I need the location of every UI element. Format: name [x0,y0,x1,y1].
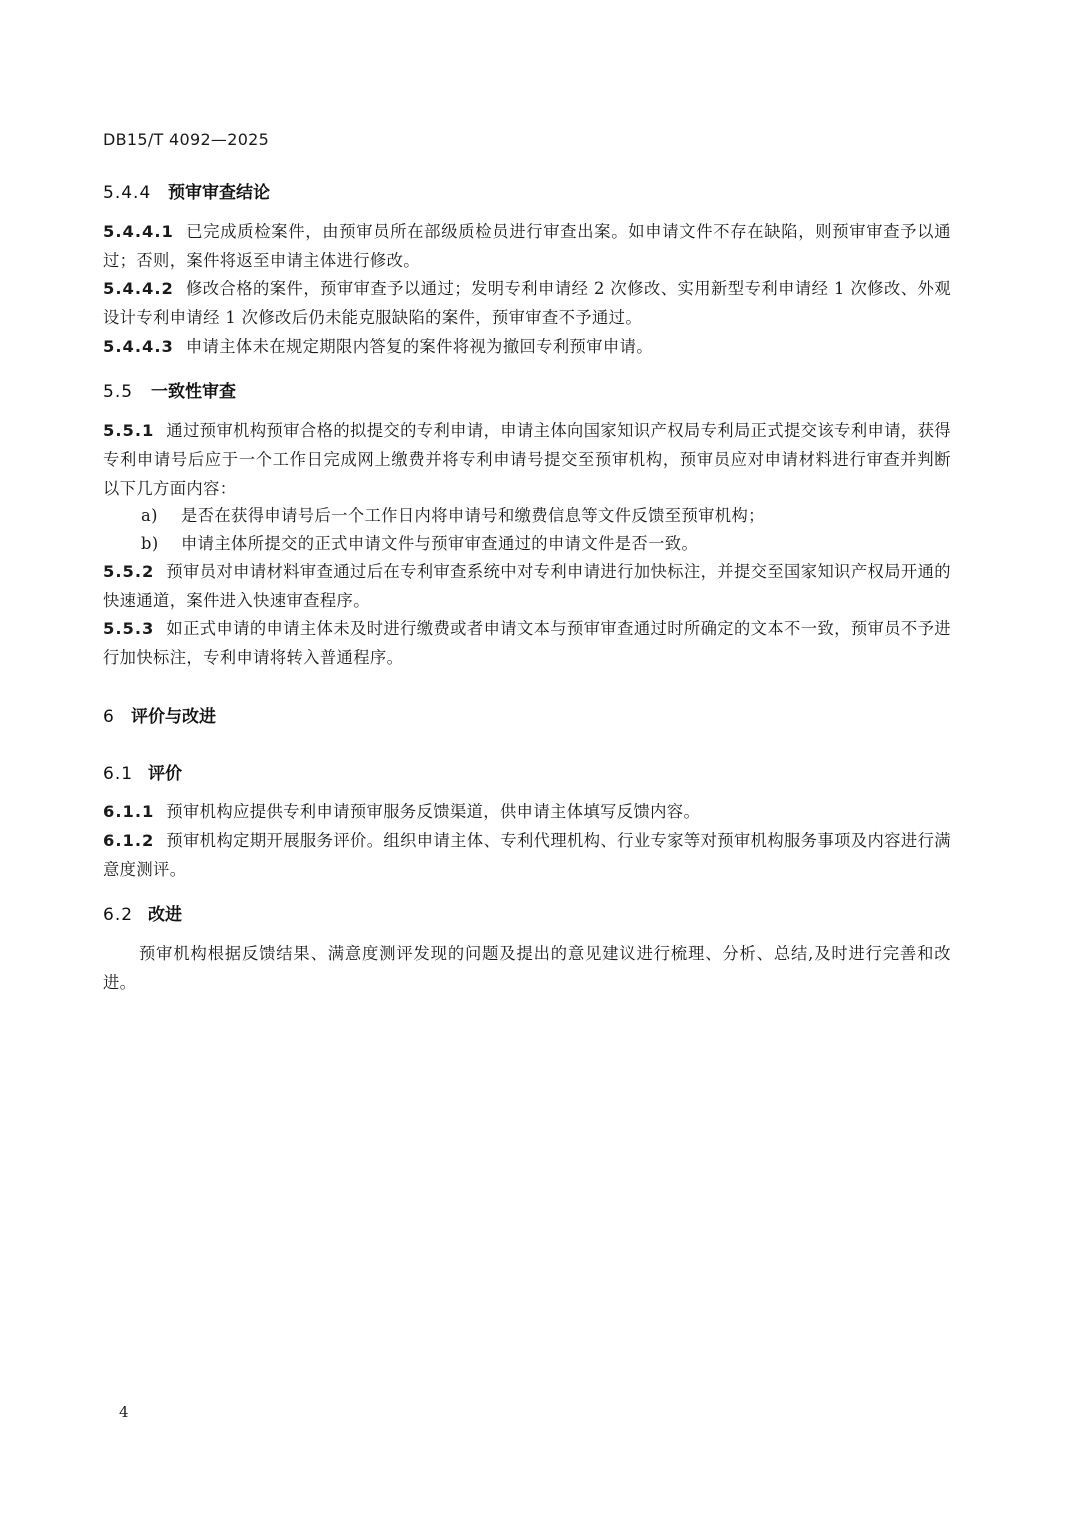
section-heading-5-4-4 [103,178,270,203]
section-heading-5-5 [103,377,236,402]
section-number: 6.2 [103,905,134,925]
clause-number: 5.5.2 [103,562,155,581]
clause-5-4-4-1 [103,217,951,275]
section-heading-6-2 [103,900,182,925]
list-item-b [141,529,951,558]
clause-number: 5.4.4.2 [103,279,174,298]
clause-text: 预审员对申请材料审查通过后在专利审查系统中对专利申请进行加快标注，并提交至国家知识产权局开通的快速通道，案件进入快速审查程序。 [103,562,951,610]
list-item-a [141,501,951,530]
page-number: 4 [119,1403,129,1421]
section-number: 6.1 [103,764,134,784]
clause-5-5-1 [103,416,951,503]
chapter-title: 评价与改进 [131,707,216,727]
section-heading-6-1 [103,759,182,784]
clause-number: 5.4.4.1 [103,222,174,241]
clause-number: 5.5.1 [103,421,155,440]
paragraph-text: 预审机构根据反馈结果、满意度测评发现的问题及提出的意见建议进行梳理、分析、总结,及时进行完善和改进。 [103,944,951,992]
clause-number: 5.5.3 [103,619,155,638]
section-number: 5.4.4 [103,183,152,203]
section-number: 5.5 [103,382,134,402]
clause-text: 如正式申请的申请主体未及时进行缴费或者申请文本与预审审查通过时所确定的文本不一致，预审员不予进行加快标注，专利申请将转入普通程序。 [103,619,951,667]
clause-text: 已完成质检案件，由预审员所在部级质检员进行审查出案。如申请文件不存在缺陷，则预审审查予以通过；否则，案件将返至申请主体进行修改。 [103,222,951,270]
clause-5-4-4-3 [103,332,951,361]
section-title: 预审审查结论 [168,183,270,203]
clause-number: 6.1.2 [103,831,155,850]
clause-text: 预审机构应提供专利申请预审服务反馈渠道，供申请主体填写反馈内容。 [166,802,701,821]
chapter-number: 6 [103,707,115,727]
clause-5-5-3 [103,614,951,672]
clause-number: 6.1.1 [103,802,155,821]
clause-text: 修改合格的案件，预审审查予以通过；发明专利申请经 2 次修改、实用新型专利申请经 1 次修改、外观设计专利申请经 1 次修改后仍未能克服缺陷的案件，预审审查不予通过。 [103,279,951,327]
clause-6-1-1 [103,797,951,826]
clause-6-1-2 [103,826,951,884]
clause-number: 5.4.4.3 [103,337,174,356]
document-code-header: DB15/T 4092—2025 [103,130,270,149]
clause-5-5-2 [103,557,951,615]
clause-text: 预审机构定期开展服务评价。组织申请主体、专利代理机构、行业专家等对预审机构服务事项及内容进行满意度测评。 [103,831,951,879]
section-title: 改进 [148,905,182,925]
chapter-heading-6 [103,702,216,727]
clause-5-4-4-2 [103,274,951,332]
clause-text: 申请主体未在规定期限内答复的案件将视为撤回专利预审申请。 [185,337,653,356]
list-text: 是否在获得申请号后一个工作日内将申请号和缴费信息等文件反馈至预审机构； [181,506,765,525]
section-title: 一致性审查 [151,382,236,402]
section-title: 评价 [148,764,182,784]
paragraph-6-2 [103,939,951,997]
list-marker: b) [141,534,159,553]
list-text: 申请主体所提交的正式申请文件与预审审查通过的申请文件是否一致。 [181,534,699,553]
clause-text: 通过预审机构预审合格的拟提交的专利申请，申请主体向国家知识产权局专利局正式提交该专利申请，获得专利申请号后应于一个工作日完成网上缴费并将专利申请号提交至预审机构，预审员应对申请材料进行审查并判断以下几方面内容： [103,421,951,498]
list-marker: a) [141,506,158,525]
